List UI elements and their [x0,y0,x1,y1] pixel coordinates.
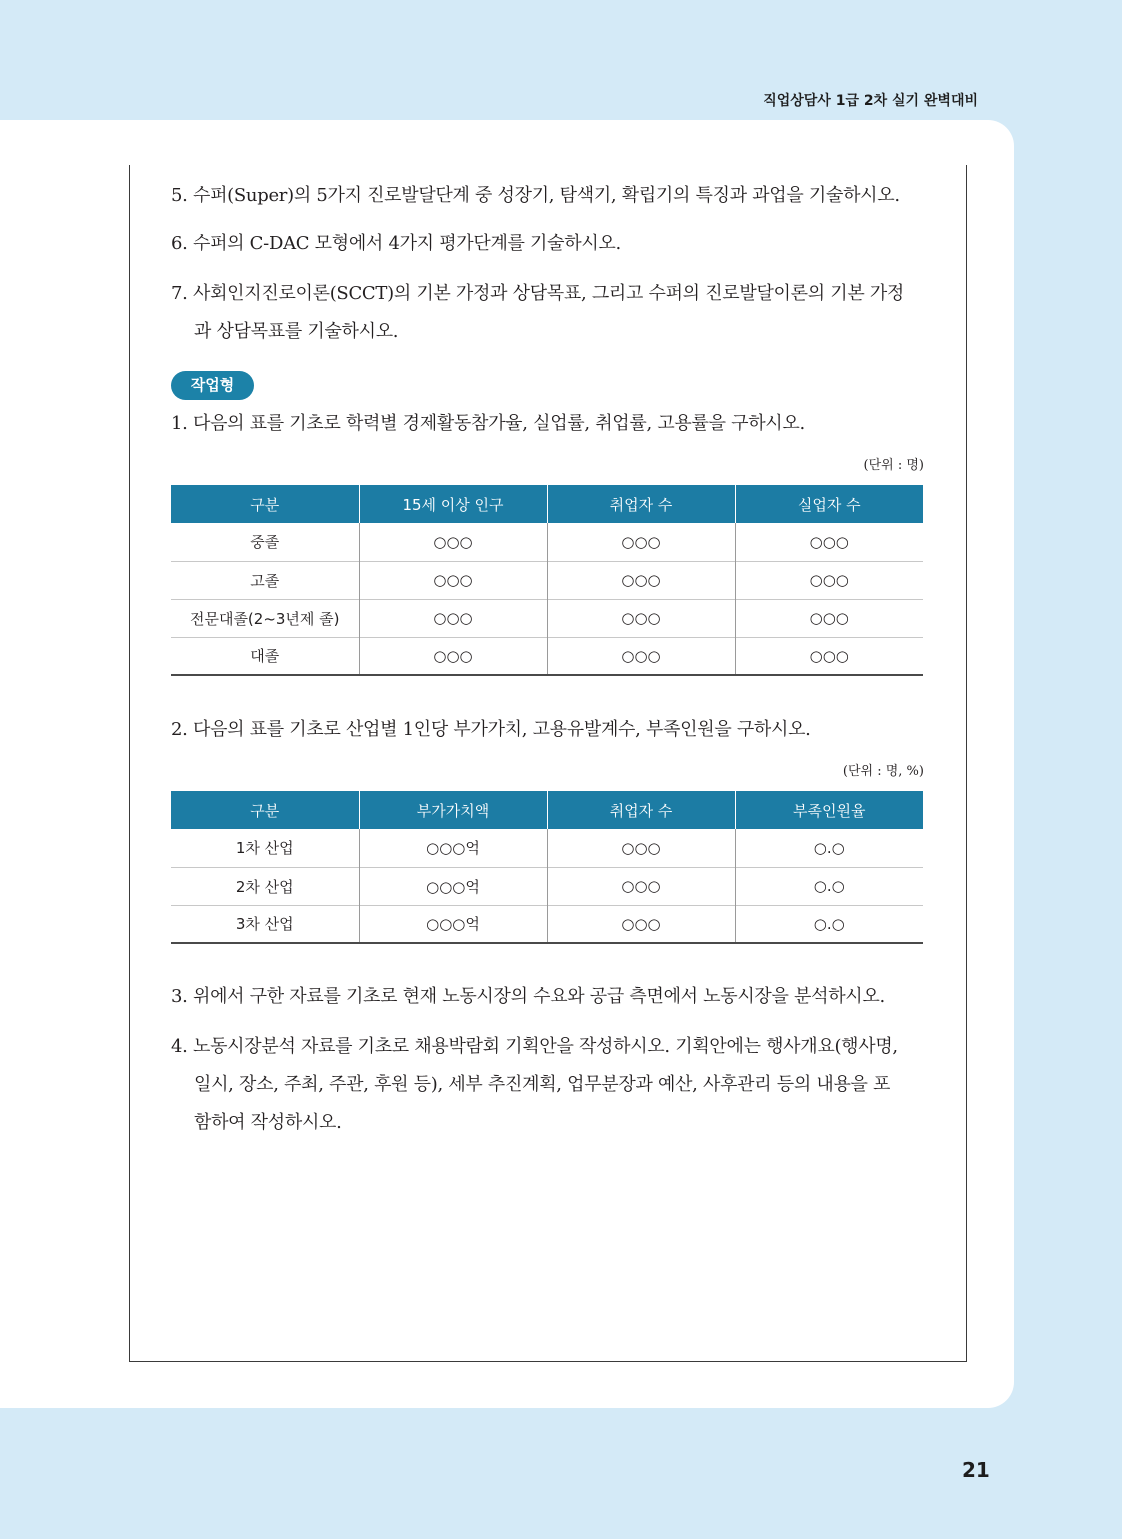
table-cell: ○○○억 [359,905,547,943]
task-4 [171,1028,931,1142]
task-text: 위에서 구한 자료를 기초로 현재 노동시장의 수요와 공급 측면에서 노동시장을 분석하시오. [193,986,885,1007]
question-text: 사회인지진로이론(SCCT)의 기본 가정과 상담목표, 그리고 수퍼의 진로발달이론의 기본 가정 [193,283,904,304]
page-number: 21 [962,1458,990,1482]
task-text: 다음의 표를 기초로 산업별 1인당 부가가치, 고용유발계수, 부족인원을 구하시오. [193,719,811,740]
unit-label: (단위 : 명) [863,458,924,473]
task-3 [171,978,931,1016]
table-cell: 3차 산업 [171,905,359,943]
task-number: 4. [171,1036,188,1057]
question-text-continued: 과 상담목표를 기술하시오. [194,321,399,342]
question-number: 6. [171,233,188,254]
column-header: 부가가치액 [359,791,547,829]
unit-label: (단위 : 명, %) [842,764,924,779]
table-header-row [171,791,923,829]
task-text-continued: 일시, 장소, 주최, 주관, 후원 등), 세부 추진계획, 업무분장과 예산, 사후관리 등의 내용을 포 [194,1074,891,1095]
column-header: 부족인원율 [735,791,923,829]
task-text: 노동시장분석 자료를 기초로 채용박람회 기획안을 작성하시오. 기획안에는 행사개요(행사명, [193,1036,898,1057]
question-text: 수퍼(Super)의 5가지 진로발달단계 중 성장기, 탐색기, 확립기의 특징과 과업을 기술하시오. [193,185,900,206]
table-cell: ○○○ [547,561,735,599]
table-cell: ○○○ [735,637,923,675]
table-row [171,637,923,675]
question-7 [171,275,931,351]
table-cell: ○.○ [735,829,923,867]
question-5 [171,177,931,215]
table-header-row [171,485,923,523]
table-cell: ○○○ [547,867,735,905]
industry-table [171,791,923,944]
column-header: 15세 이상 인구 [359,485,547,523]
table-cell: 중졸 [250,533,280,552]
table-cell: 2차 산업 [171,867,359,905]
table-cell: ○○○ [359,523,547,561]
table-cell: ○○○ [359,599,547,637]
table-cell: ○○○ [547,637,735,675]
running-title: 직업상담사 1급 2차 실기 완벽대비 [763,93,978,109]
table-cell: 1차 산업 [235,839,294,858]
table-cell: ○.○ [735,867,923,905]
question-number: 5. [171,185,188,206]
table-cell: 고졸 [171,561,359,599]
question-text: 수퍼의 C-DAC 모형에서 4가지 평가단계를 기술하시오. [193,233,621,254]
task-number: 2. [171,719,188,740]
question-number: 7. [171,283,188,304]
table-cell: ○○○ [547,905,735,943]
column-header: 취업자 수 [547,791,735,829]
task-text: 다음의 표를 기초로 학력별 경제활동참가율, 실업률, 취업률, 고용률을 구하시오. [193,413,805,434]
table-row [171,599,923,637]
table-cell: ○○○억 [359,867,547,905]
table-cell: ○○○ [359,561,547,599]
table-row [171,905,923,943]
table-cell: ○○○ [547,523,735,561]
table-row [171,829,923,867]
table-cell: 전문대졸(2~3년제 졸) [171,599,359,637]
task-text-continued: 함하여 작성하시오. [194,1112,342,1133]
table-cell: ○○○ [735,561,923,599]
table-row [171,867,923,905]
table-cell: ○○○억 [359,829,547,867]
table-cell: ○○○ [547,599,735,637]
task-number: 1. [171,413,188,434]
table-row [171,561,923,599]
column-header: 구분 [171,791,359,829]
task-1 [171,405,931,443]
column-header: 취업자 수 [547,485,735,523]
question-6 [171,225,931,263]
section-badge: 작업형 [171,371,254,400]
table-cell: 대졸 [171,637,359,675]
table-cell: ○○○ [547,829,735,867]
table-cell: ○○○ [359,637,547,675]
column-header: 구분 [171,485,359,523]
task-number: 3. [171,986,188,1007]
table-cell: ○○○ [735,599,923,637]
task-2 [171,711,931,749]
table-cell: ○.○ [735,905,923,943]
column-header: 실업자 수 [735,485,923,523]
table-row [171,523,923,561]
table-cell: ○○○ [735,523,923,561]
education-table [171,485,923,676]
